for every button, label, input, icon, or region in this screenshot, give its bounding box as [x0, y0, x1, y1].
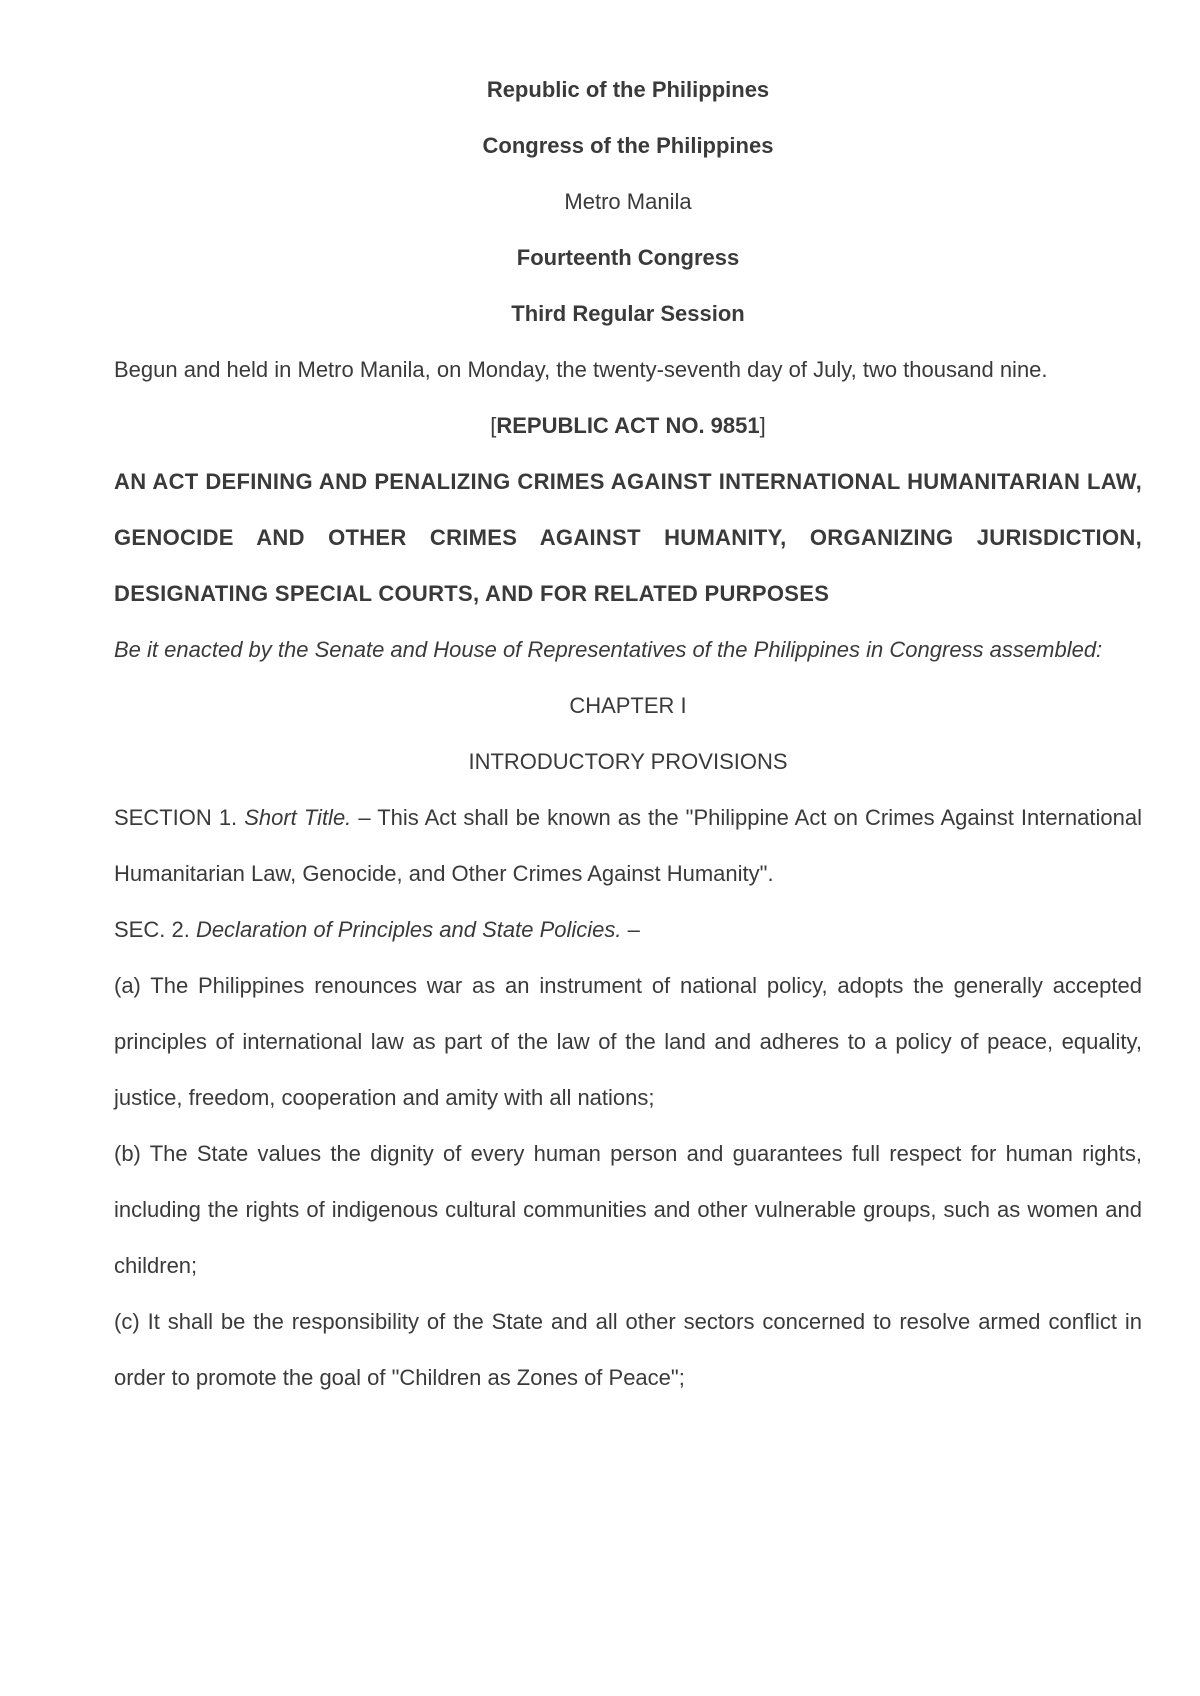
section-2-item-a: (a) The Philippines renounces war as an instrument of national policy, adopts the generally accepted principles of international law as part of the law of the land and adheres to a policy of peace, equality, justice, freedom, cooperation and amity with all nations;	[114, 973, 1142, 1110]
act-number-label: REPUBLIC ACT NO. 9851	[496, 413, 760, 438]
location-heading: Metro Manila	[564, 189, 692, 214]
section-1-label: SECTION 1.	[114, 805, 238, 830]
document-page	[114, 62, 1142, 1406]
act-number-close-bracket: ]	[759, 413, 766, 438]
section-1-text: – This Act shall be known as the "Philippine Act on Crimes Against International Humanitarian Law, Genocide, and Other Crimes Against Humanity".	[114, 805, 1142, 886]
congress-heading: Congress of the Philippines	[482, 133, 774, 158]
section-2-label: SEC. 2.	[114, 917, 190, 942]
act-number-open-bracket: [	[490, 413, 497, 438]
section-2	[114, 902, 1142, 958]
section-1-heading: Short Title.	[244, 805, 352, 830]
chapter-number: CHAPTER I	[569, 693, 687, 718]
section-2-dash: –	[627, 917, 640, 942]
chapter-title: INTRODUCTORY PROVISIONS	[468, 749, 788, 774]
section-1	[114, 790, 1142, 902]
enacting-clause: Be it enacted by the Senate and House of Representatives of the Philippines in Congress assembled:	[114, 637, 1103, 662]
republic-heading: Republic of the Philippines	[486, 77, 770, 102]
section-2-item-c: (c) It shall be the responsibility of the State and all other sectors concerned to resolve armed conflict in order to promote the goal of "Children as Zones of Peace";	[114, 1309, 1142, 1390]
section-2-heading: Declaration of Principles and State Policies.	[195, 917, 622, 942]
section-2-item-b: (b) The State values the dignity of every human person and guarantees full respect for human rights, including the rights of indigenous cultural communities and other vulnerable groups, such as women and children;	[114, 1141, 1142, 1278]
begun-paragraph: Begun and held in Metro Manila, on Monday, the twenty-seventh day of July, two thousand nine.	[114, 357, 1048, 382]
act-title: AN ACT DEFINING AND PENALIZING CRIMES AGAINST INTERNATIONAL HUMANITARIAN LAW, GENOCIDE AND OTHER CRIMES AGAINST HUMANITY, ORGANIZING JURISDICTION, DESIGNATING SPECIAL COURTS, AND FOR RELATED PURPOSES	[114, 469, 1142, 606]
session-heading: Third Regular Session	[511, 301, 745, 326]
act-number	[114, 398, 1142, 454]
congress-number-heading: Fourteenth Congress	[516, 245, 740, 270]
